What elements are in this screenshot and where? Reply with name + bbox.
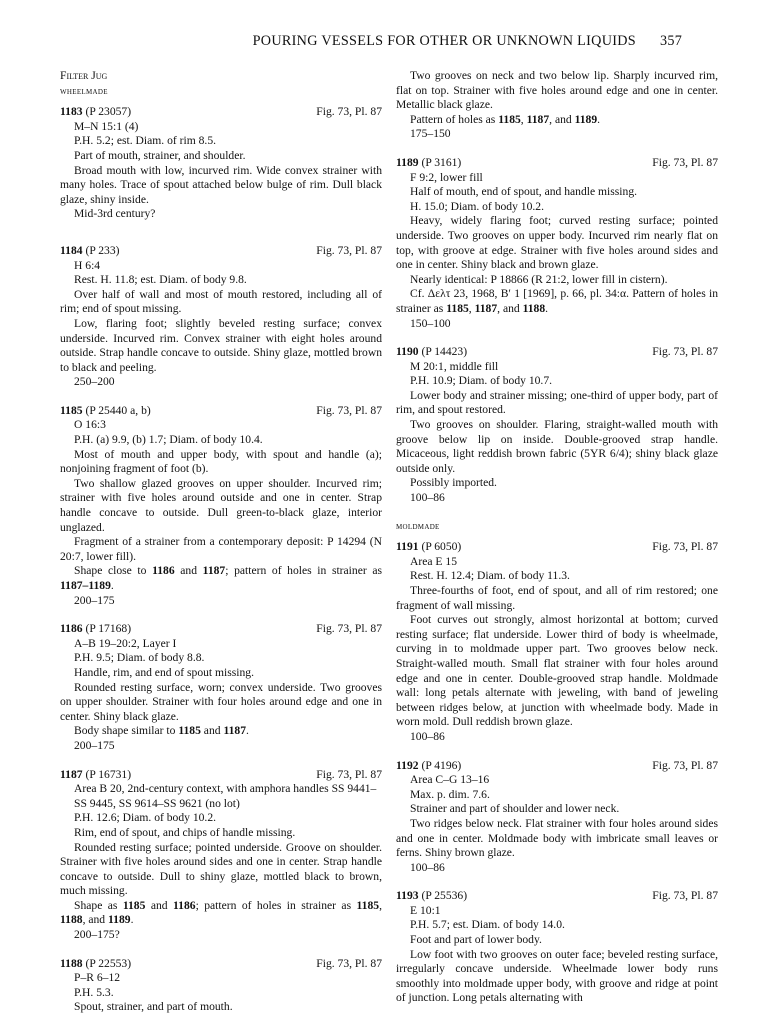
text: , <box>468 301 475 315</box>
cross-reference: 1186 <box>152 564 175 578</box>
cross-reference: 1185 <box>356 898 380 912</box>
text: ; pattern of holes in strainer as <box>225 564 382 578</box>
catalog-number: 1189 <box>396 155 419 169</box>
dimensions: Rest. H. 11.8; est. Diam. of body 9.8. <box>74 273 247 287</box>
figure-reference: Fig. 73, Pl. 87 <box>316 767 382 781</box>
find-location: M–N 15:1 (4) <box>74 119 139 133</box>
cross-reference: 1188 <box>522 301 546 315</box>
find-location: Area E 15 <box>410 554 457 568</box>
preservation: Most of mouth and upper body, with spout and handle (a); nonjoining fragment of foot (b). <box>60 447 382 476</box>
find-location: Area B 20, 2nd-century context, with amphora handles SS 9441–SS 9445, SS 9614–SS 9621 (no lot) <box>74 782 377 810</box>
cross-reference: 1186 <box>173 898 196 912</box>
entry-header <box>396 759 718 774</box>
catalog-number: 1192 <box>396 758 419 772</box>
catalog-entry-1191 <box>396 540 718 744</box>
text: Pattern of holes as <box>410 112 499 126</box>
text: and <box>174 564 203 578</box>
inventory-number: (P 23057) <box>85 105 132 119</box>
text: , and <box>497 301 523 315</box>
text: , and <box>549 112 575 126</box>
catalog-entry-1183 <box>60 105 382 222</box>
description: Two grooves on neck and two below lip. Sharply incurved rim, flat on top. Strainer with five holes around edge and one in center. Metallic black glaze. <box>396 69 718 112</box>
preservation: Lower body and strainer missing; one-third of upper body, part of rim, and spout restored. <box>396 388 718 417</box>
inventory-number: (P 3161) <box>421 155 462 169</box>
cross-reference: 1189 <box>574 112 598 126</box>
page-number: 357 <box>660 33 683 49</box>
dimensions: P.H. 5.2; est. Diam. of rim 8.5. <box>74 134 217 148</box>
comparison <box>60 899 382 928</box>
date: 100–86 <box>410 491 445 505</box>
section-subtitle-wheelmade: wheelmade <box>60 85 108 97</box>
catalog-entry-1188 <box>60 957 382 1015</box>
entry-header <box>60 768 382 783</box>
dimensions: H. 15.0; Diam. of body 10.2. <box>410 199 544 213</box>
inventory-number: (P 14423) <box>421 345 468 359</box>
text: , <box>520 112 527 126</box>
catalog-number: 1190 <box>396 345 419 359</box>
figure-reference: Fig. 73, Pl. 87 <box>316 105 382 119</box>
dimensions: Max. p. dim. 7.6. <box>410 787 490 801</box>
description: Rounded resting surface; pointed underside. Groove on shoulder. Strainer with five holes around sides and one in center. Strap handle concave to outside. Dull to shiny glaze, mottled black to brown, much missing. <box>60 840 382 898</box>
catalog-number: 1183 <box>60 105 83 119</box>
text: , and <box>82 913 108 927</box>
dimensions: P.H. 5.3. <box>74 985 114 999</box>
text: . <box>130 913 134 927</box>
catalog-entry-1185 <box>60 404 382 608</box>
cross-reference: 1185 <box>498 112 521 126</box>
preservation: Three-fourths of foot, end of spout, and all of rim restored; one fragment of wall missing. <box>396 584 718 612</box>
entry-header <box>396 156 718 171</box>
figure-reference: Fig. 73, Pl. 87 <box>316 956 382 970</box>
dimensions: P.H. 9.5; Diam. of body 8.8. <box>74 651 205 665</box>
description: Low, flaring foot; slightly beveled resting surface; convex underside. Incurved rim. Convex strainer with eight holes around outside. Strap handle concave to outside. Shiny glaze, mottled brown to black and peeling. <box>60 316 382 374</box>
description: Foot curves out strongly, almost horizontal at bottom; curved resting surface; flat underside. Lower third of body is wheelmade, curving in to moldmade upper part. Two grooves below neck. Straight-walled mouth. Small flat strainer with four holes around edge and one in center. Double-grooved strap handle. Moldmade wall: long petals alternate with jeweling, with band of jeweling between ridges below, at junction with wheelmade body. Made in worn mold. Dull reddish brown glaze. <box>396 613 718 729</box>
cross-reference: 1187–1189 <box>60 579 111 592</box>
text: ; pattern of holes in strainer as <box>195 898 357 912</box>
cross-reference: 1187 <box>526 112 550 126</box>
section-subtitle-moldmade: moldmade <box>396 520 440 532</box>
cross-reference: 1187 <box>474 301 498 315</box>
catalog-number: 1186 <box>60 622 83 636</box>
description: Rounded resting surface, worn; convex underside. Two grooves on upper shoulder. Strainer with four holes around edge and one in center. Shiny black glaze. <box>60 680 382 723</box>
entry-header <box>60 404 382 419</box>
description: Broad mouth with low, incurved rim. Wide convex strainer with many holes. Trace of spout attached below bulge of rim. Dull black glaze, shiny inside. <box>60 163 382 206</box>
preservation: Strainer and part of shoulder and lower neck. <box>410 802 620 816</box>
find-location: A–B 19–20:2, Layer I <box>74 636 177 650</box>
cross-reference: 1185 <box>178 724 201 738</box>
inventory-number: (P 25440 a, b) <box>85 403 151 417</box>
dimensions: P.H. 12.6; Diam. of body 10.2. <box>74 811 217 825</box>
date: 250–200 <box>74 375 115 389</box>
cross-reference: 1188 <box>60 913 83 927</box>
text: Body shape similar to <box>74 724 179 738</box>
catalog-entry-1188-continued <box>396 69 718 142</box>
description: Two ridges below neck. Flat strainer with four holes around sides and one in center. Moldmade body with imbricate small leaves or ferns. Shiny brown glaze. <box>396 816 718 860</box>
find-location: E 10:1 <box>410 903 441 917</box>
dimensions: P.H. (a) 9.9, (b) 1.7; Diam. of body 10.4. <box>74 433 263 447</box>
find-location: M 20:1, middle fill <box>410 359 499 373</box>
description: Heavy, widely flaring foot; curved resting surface; pointed underside. Two grooves on upper body. Incurved rim nearly flat on top, with groove at edge. Strainer with five holes around sides and one in center. Shiny black and brown glaze. <box>396 214 718 272</box>
dimensions: P.H. 10.9; Diam. of body 10.7. <box>410 374 553 388</box>
left-column <box>60 69 382 1015</box>
note: Fragment of a strainer from a contemporary deposit: P 14294 (N 20:7, lower fill). <box>60 535 382 563</box>
entry-header <box>60 957 382 972</box>
description: Low foot with two grooves on outer face; beveled resting surface, irregularly concave underside. Wheelmade lower body runs smoothly into moldmade upper body, with groove and ridge at point of junction. Long petals alternating with <box>396 947 718 1005</box>
entry-header <box>396 889 718 904</box>
date: 200–175? <box>74 928 120 942</box>
section-title: Filter Jug <box>60 69 108 82</box>
text: . <box>597 112 601 126</box>
date: 150–100 <box>410 316 451 330</box>
inventory-number: (P 16731) <box>85 767 132 781</box>
figure-reference: Fig. 73, Pl. 87 <box>652 345 718 359</box>
preservation: Part of mouth, strainer, and shoulder. <box>74 148 246 162</box>
text: . <box>110 579 114 592</box>
text: and <box>145 898 173 912</box>
comparison <box>60 724 382 739</box>
text: and <box>200 724 224 738</box>
find-location: O 16:3 <box>74 418 106 432</box>
text: . <box>246 724 249 738</box>
text: Cf. Δελτ 23, 1968, Β′ 1 [1969], p. 66, pl. 34:α. Pattern of holes in strainer as <box>396 287 718 315</box>
note: Possibly imported. <box>410 476 497 490</box>
comparison <box>396 113 718 128</box>
catalog-entry-1187 <box>60 768 382 943</box>
figure-reference: Fig. 73, Pl. 87 <box>316 403 382 417</box>
catalog-entry-1184 <box>60 244 382 390</box>
date: 175–150 <box>410 127 451 141</box>
catalog-number: 1191 <box>396 540 419 554</box>
entry-header <box>396 540 718 555</box>
preservation: Foot and part of lower body. <box>410 933 542 947</box>
find-location: Area C–G 13–16 <box>410 773 490 787</box>
catalog-entry-1190 <box>396 345 718 506</box>
figure-reference: Fig. 73, Pl. 87 <box>652 889 718 903</box>
preservation: Over half of wall and most of mouth restored, including all of rim; end of spout missing. <box>60 287 382 316</box>
comparison <box>396 287 718 316</box>
text: Shape close to <box>74 564 153 578</box>
catalog-number: 1193 <box>396 889 419 903</box>
preservation: Handle, rim, and end of spout missing. <box>74 665 255 679</box>
figure-reference: Fig. 73, Pl. 87 <box>652 155 718 169</box>
description: Two shallow glazed grooves on upper shoulder. Incurved rim; strainer with five holes around outside and one in center. Strap handle concave to outside. Dull green-to-black glaze, interior unglazed. <box>60 476 382 534</box>
cross-reference: 1185 <box>446 301 469 315</box>
right-column <box>396 69 718 1006</box>
cross-reference: 1187 <box>202 564 226 578</box>
cross-reference: 1187 <box>223 724 247 738</box>
figure-reference: Fig. 73, Pl. 87 <box>316 243 382 257</box>
inventory-number: (P 6050) <box>421 540 462 554</box>
inventory-number: (P 22553) <box>85 956 132 970</box>
catalog-entry-1193 <box>396 889 718 1006</box>
preservation: Rim, end of spout, and chips of handle missing. <box>74 825 296 839</box>
running-title: POURING VESSELS FOR OTHER OR UNKNOWN LIQUIDS <box>252 33 636 49</box>
entry-header <box>396 345 718 360</box>
find-location: P–R 6–12 <box>74 971 121 985</box>
text: Shape as <box>74 898 123 912</box>
catalog-entry-1186 <box>60 622 382 753</box>
inventory-number: (P 4196) <box>421 758 462 772</box>
cross-reference: 1185 <box>122 898 146 912</box>
catalog-entry-1192 <box>396 759 718 876</box>
note: Nearly identical: P 18866 (R 21:2, lower fill in cistern). <box>410 272 668 286</box>
preservation: Spout, strainer, and part of mouth. <box>74 1000 233 1014</box>
date: 200–175 <box>74 593 115 607</box>
dimensions: Rest. H. 12.4; Diam. of body 11.3. <box>410 569 570 583</box>
description: Two grooves on shoulder. Flaring, straight-walled mouth with groove below lip on inside. Double-grooved strap handle. Micaceous, light reddish brown fabric (5YR 6/4); shiny black glaze outside only. <box>396 418 718 475</box>
cross-reference: 1189 <box>108 913 131 927</box>
inventory-number: (P 25536) <box>421 889 468 903</box>
inventory-number: (P 233) <box>85 243 120 257</box>
find-location: H 6:4 <box>74 258 101 272</box>
figure-reference: Fig. 73, Pl. 87 <box>316 622 382 636</box>
running-head <box>0 33 764 51</box>
dimensions: P.H. 5.7; est. Diam. of body 14.0. <box>410 918 565 932</box>
figure-reference: Fig. 73, Pl. 87 <box>652 758 718 772</box>
catalog-number: 1187 <box>60 767 83 781</box>
entry-header <box>60 244 382 259</box>
catalog-number: 1188 <box>60 956 83 970</box>
comparison <box>60 564 382 593</box>
entry-header <box>60 622 382 637</box>
figure-reference: Fig. 73, Pl. 87 <box>652 540 718 554</box>
date: 100–86 <box>410 729 445 743</box>
catalog-entry-1189 <box>396 156 718 331</box>
date: Mid-3rd century? <box>74 207 156 221</box>
preservation: Half of mouth, end of spout, and handle missing. <box>410 185 638 199</box>
catalog-number: 1184 <box>60 243 83 257</box>
date: 100–86 <box>410 860 445 874</box>
find-location: F 9:2, lower fill <box>410 170 483 184</box>
catalog-number: 1185 <box>60 403 83 417</box>
text: , <box>379 898 382 912</box>
entry-header <box>60 105 382 120</box>
inventory-number: (P 17168) <box>85 622 132 636</box>
date: 200–175 <box>74 738 115 752</box>
text: . <box>545 301 549 315</box>
